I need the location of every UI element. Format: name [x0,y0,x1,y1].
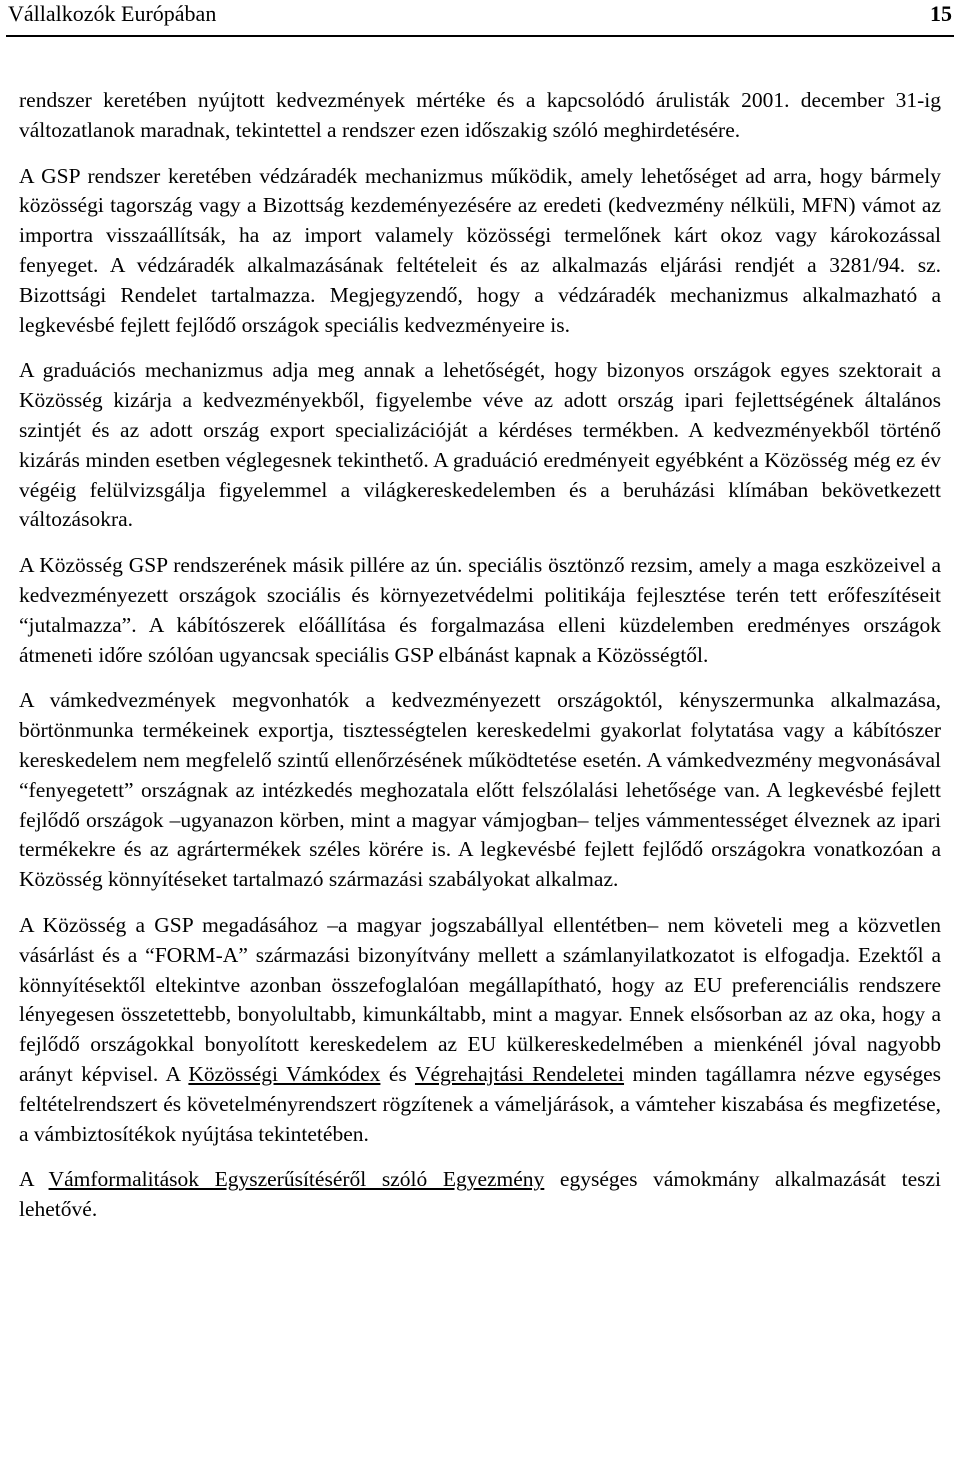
vegrehajtasi-rendeletei-link[interactable]: Végrehajtási Rendeletei [414,1061,625,1086]
paragraph-7 [19,1165,941,1225]
paragraph-4 [19,551,941,670]
document-body [19,86,941,1241]
paragraph-6-text-before: A Közösség a GSP megadásához –a magyar jogszabállyal ellentétben– nem követeli meg a közvetlen vásárlást és a “FORM-A” származási bizonyítvány mellett a számlanyilatkozatot is elfogadja. Ezektől a könnyítésektől eltekintve azonban összefoglalóan megállapítható, hogy az EU preferenciális rendszere lényegesen összetettebb, bonyolultabb, kimunkáltabb, mint a magyar. Ennek elsősorban az az oka, hogy a fejlődő országokkal bonyolított kereskedelem az EU külkereskedelmében a mienkénél jóval nagyobb arányt képvisel. A [19,912,941,1086]
paragraph-5 [19,686,941,895]
paragraph-3-text: A graduációs mechanizmus adja meg annak a lehetőségét, hogy bizonyos országok egyes szektorait a Közösség kizárja a kedvezményekből, figyelembe véve az adott ország ipari fejlettségének általános szintjét és az adott ország export specializációját a kérdéses termékben. A kedvezményekből történő kizárás minden esetben véglegesnek tekinthető. A graduáció eredményeit egyébként a Közösség még ez év végéig felülvizsgálja figyelemmel a világkereskedelemben és a beruházási klímában bekövetkezett változásokra. [19,358,941,532]
header-title: Vállalkozók Európában [8,1,217,26]
paragraph-1 [19,86,941,146]
page-number: 15 [930,1,952,26]
paragraph-1-text: rendszer keretében nyújtott kedvezmények mértéke és a kapcsolódó árulisták 2001. december 31-ig változatlanok maradnak, tekintettel a rendszer ezen időszakig szóló meghirdetésére. [19,88,941,142]
kozossegi-vamkodex-link[interactable]: Közösségi Vámkódex [188,1061,381,1086]
paragraph-6 [19,911,941,1149]
paragraph-3 [19,356,941,535]
paragraph-2 [19,162,941,341]
paragraph-6-text-middle: és [380,1061,415,1086]
paragraph-7-text-before: A [19,1167,49,1192]
paragraph-4-text: A Közösség GSP rendszerének másik pillére az ún. speciális ösztönző rezsim, amely a maga eszközeivel a kedvezményezett országok szociális és környezetvédelmi politikája fejlesztése terén tett erőfeszítéseit “jutalmazza”. A kábítószerek előállítása és forgalmazása elleni küzdelemben eredményes országok átmeneti időre szólóan ugyancsak speciális GSP elbánást kapnak a Közösségtől. [19,553,941,667]
page-header [6,0,954,37]
paragraph-5-text: A vámkedvezmények megvonhatók a kedvezményezett országoktól, kényszermunka alkalmazása, börtönmunka termékeinek exportja, tisztességtelen kereskedelmi gyakorlat folytatása vagy a kábítószer kereskedelem nem megfelelő szintű ellenőrzésének működtetése esetén. A vámkedvezmény megvonásával “fenyegetett” országnak az intézkedés meghozatala előtt felszólalási lehetősége van. A legkevésbé fejlett fejlődő országok –ugyanazon körben, mint a magyar vámjogban– teljes vámmentességet élveznek az ipari termékekre és az agrártermékek széles körére is. A legkevésbé fejlett fejlődő országokra vonatkozóan a Közösség könnyítéseket tartalmazó származási szabályokat alkalmaz. [19,688,941,892]
paragraph-6-text-after: minden tagállamra nézve egységes feltételrendszert és követelményrendszert rögzítenek a vámeljárások, a vámteher kiszabása és megfizetése, a vámbiztosítékok nyújtása tekintetében. [19,1061,941,1146]
vamformalitasok-egyezmeny-link[interactable]: Vámformalitások Egyszerűsítéséről szóló Egyezmény [48,1167,545,1192]
paragraph-7-text-after: egységes vámokmány alkalmazását teszi lehetővé. [19,1167,941,1222]
paragraph-2-text: A GSP rendszer keretében védzáradék mechanizmus működik, amely lehetőséget ad arra, hogy bármely közösségi tagország vagy a Bizottság kezdeményezésére az eredeti (kedvezmény nélküli, MFN) vámot az importra visszaállítsák, ha az import valamely közösségi termelőnek kárt okoz vagy károkozással fenyeget. A védzáradék alkalmazásának feltételeit és az alkalmazás eljárási rendjét a 3281/94. sz. Bizottsági Rendelet tartalmazza. Megjegyzendő, hogy a védzáradék mechanizmus alkalmazható a legkevésbé fejlett fejlődő országok speciális kedvezményeire is. [19,163,941,337]
